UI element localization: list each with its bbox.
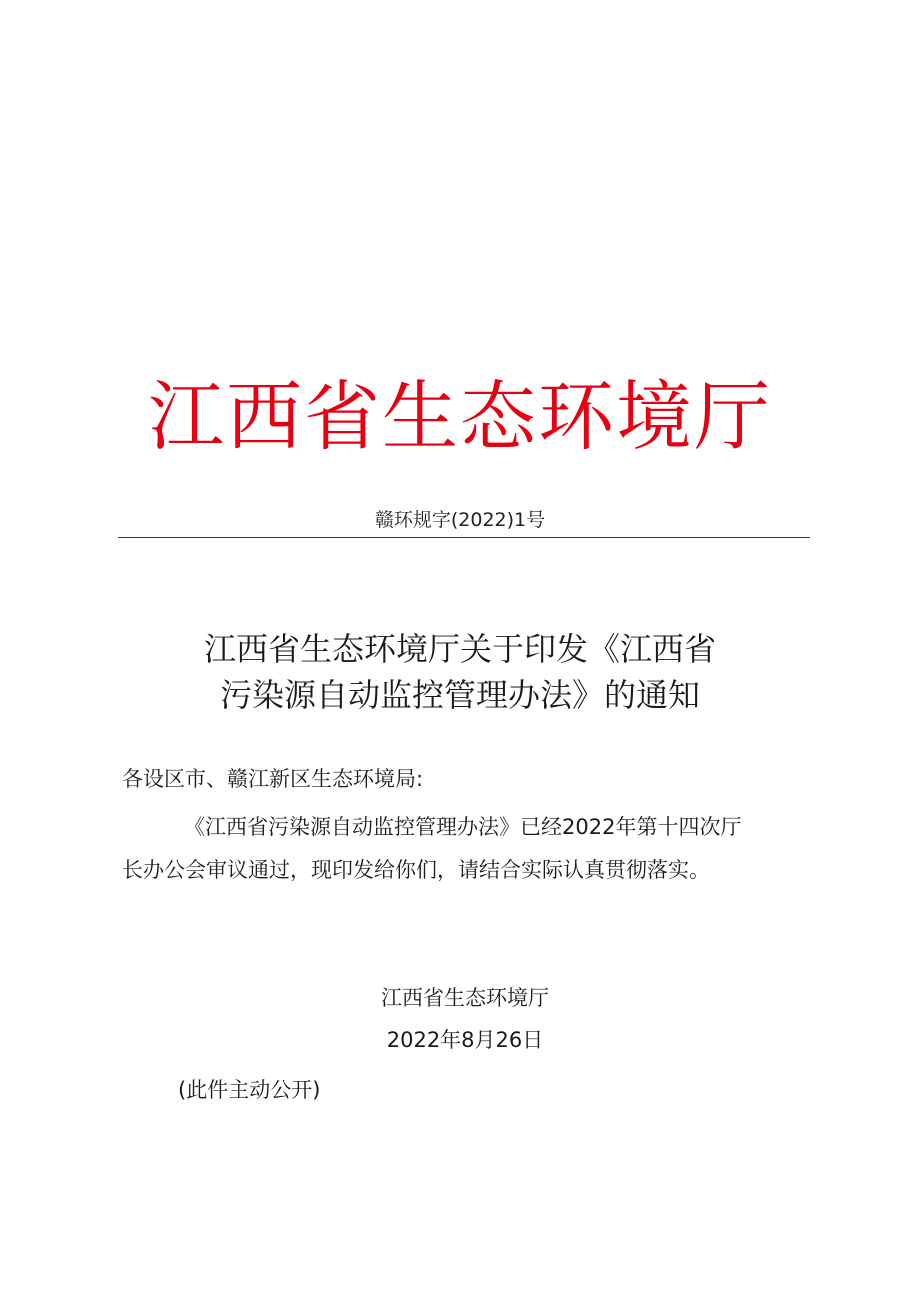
document-number: 赣环规字(2022)1号 bbox=[374, 509, 546, 531]
notice-title-line-2: 污染源自动监控管理办法》的通知 bbox=[219, 676, 700, 714]
body-paragraph bbox=[122, 806, 802, 892]
body-line-2: 长办公会审议通过，现印发给你们，请结合实际认真贯彻落实。 bbox=[122, 858, 710, 882]
disclosure-note: (此件主动公开) bbox=[178, 1078, 321, 1102]
notice-title-line-1: 江西省生态环境厅关于印发《江西省 bbox=[203, 630, 716, 668]
addressee: 各设区市、赣江新区生态环境局: bbox=[122, 767, 424, 791]
notice-title bbox=[0, 626, 920, 718]
signing-authority: 江西省生态环境厅 bbox=[381, 986, 549, 1010]
issue-date: 2022年8月26日 bbox=[386, 1028, 544, 1052]
body-line-1: 《江西省污染源自动监控管理办法》已经2022年第十四次厅 bbox=[184, 815, 742, 839]
masthead-title: 江西省生态环境厅 bbox=[148, 372, 772, 461]
header-divider bbox=[118, 537, 810, 538]
